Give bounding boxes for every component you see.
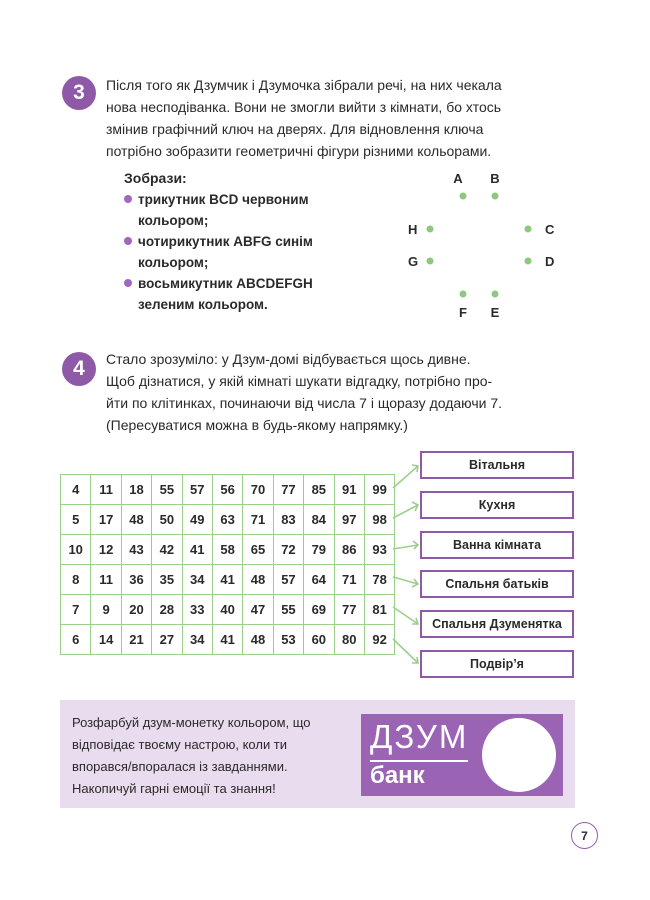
grid-cell[interactable]: 50 [152, 505, 182, 535]
task-3-line: Після того як Дзумчик і Дзумочка зібрали речі, на них чекала [106, 77, 502, 93]
grid-cell[interactable]: 97 [334, 505, 364, 535]
draw-item [120, 273, 360, 315]
point-c[interactable] [525, 226, 532, 233]
grid-cell[interactable]: 9 [91, 595, 121, 625]
point-label-h: H [408, 222, 418, 237]
grid-cell[interactable]: 65 [243, 535, 273, 565]
logo-big-text: ДЗУМ [370, 718, 469, 755]
bank-line-text: Розфарбуй дзум-монетку кольором, що [72, 715, 311, 730]
point-label-a: A [453, 171, 463, 186]
room-option[interactable]: Ванна кімната [420, 531, 574, 559]
grid-cell[interactable]: 8 [61, 565, 91, 595]
grid-cell[interactable]: 58 [212, 535, 242, 565]
grid-row [61, 625, 395, 655]
grid-cell[interactable]: 78 [364, 565, 394, 595]
bank-line-text: Накопичуй гарні емоції та знання! [72, 781, 276, 796]
arrow-icon [393, 466, 418, 488]
grid-cell[interactable]: 57 [182, 475, 212, 505]
arrow-icon [393, 505, 418, 518]
grid-cell[interactable]: 17 [91, 505, 121, 535]
grid-row [61, 565, 395, 595]
grid-cell[interactable]: 57 [273, 565, 303, 595]
grid-cell[interactable]: 72 [273, 535, 303, 565]
grid-cell[interactable]: 28 [152, 595, 182, 625]
grid-cell[interactable]: 34 [182, 625, 212, 655]
grid-row [61, 535, 395, 565]
task-3-text [106, 74, 574, 162]
grid-cell[interactable]: 55 [152, 475, 182, 505]
grid-row [61, 475, 395, 505]
grid-cell[interactable]: 81 [364, 595, 394, 625]
grid-cell[interactable]: 20 [121, 595, 151, 625]
grid-cell[interactable]: 86 [334, 535, 364, 565]
grid-cell[interactable]: 80 [334, 625, 364, 655]
grid-cell[interactable]: 85 [304, 475, 334, 505]
grid-cell[interactable]: 99 [364, 475, 394, 505]
room-option[interactable]: Подвір’я [420, 650, 574, 678]
grid-cell[interactable]: 7 [61, 595, 91, 625]
grid-cell[interactable]: 47 [243, 595, 273, 625]
grid-cell[interactable]: 43 [121, 535, 151, 565]
grid-cell[interactable]: 12 [91, 535, 121, 565]
room-option[interactable]: Вітальня [420, 451, 574, 479]
draw-item-text: восьмикутник ABCDEFGH зеленим кольором. [138, 276, 313, 312]
grid-cell[interactable]: 11 [91, 475, 121, 505]
grid-cell[interactable]: 49 [182, 505, 212, 535]
grid-cell[interactable]: 4 [61, 475, 91, 505]
grid-cell[interactable]: 18 [121, 475, 151, 505]
grid-cell[interactable]: 56 [212, 475, 242, 505]
grid-cell[interactable]: 33 [182, 595, 212, 625]
bullet-icon [124, 279, 132, 287]
arrow-icon [393, 607, 418, 624]
grid-cell[interactable]: 41 [212, 565, 242, 595]
page-number: 7 [571, 822, 598, 849]
bank-panel [60, 700, 575, 808]
bank-line-text: впорався/впоралася із завданнями. [72, 759, 288, 774]
grid-cell[interactable]: 40 [212, 595, 242, 625]
grid-row [61, 505, 395, 535]
task-3-line: нова несподіванка. Вони не змогли вийти з кімнати, бо хтось [106, 99, 502, 115]
room-option[interactable]: Кухня [420, 491, 574, 519]
task-3-line: потрібно зобразити геометричні фігури різними кольорами. [106, 143, 492, 159]
grid-cell[interactable]: 60 [304, 625, 334, 655]
grid-cell[interactable]: 41 [182, 535, 212, 565]
grid-cell[interactable]: 53 [273, 625, 303, 655]
grid-cell[interactable]: 98 [364, 505, 394, 535]
point-e[interactable] [492, 291, 499, 298]
grid-cell[interactable]: 79 [304, 535, 334, 565]
grid-cell[interactable]: 71 [334, 565, 364, 595]
grid-cell[interactable]: 84 [304, 505, 334, 535]
task-3-line: змінив графічний ключ на дверях. Для відновлення ключа [106, 121, 484, 137]
room-option[interactable]: Спальня Дзуменятка [420, 610, 574, 638]
coin-to-color[interactable] [482, 718, 556, 792]
draw-instructions [120, 168, 360, 315]
point-f[interactable] [460, 291, 467, 298]
grid-cell[interactable]: 27 [152, 625, 182, 655]
grid-cell[interactable]: 91 [334, 475, 364, 505]
grid-cell[interactable]: 21 [121, 625, 151, 655]
point-label-b: B [490, 171, 500, 186]
draw-item-text: чотирикутник ABFG синім кольором; [138, 234, 313, 270]
dzum-bank-logo [361, 714, 563, 796]
grid-cell[interactable]: 69 [304, 595, 334, 625]
grid-cell[interactable]: 41 [212, 625, 242, 655]
task-4-text [106, 348, 574, 436]
grid-cell[interactable]: 6 [61, 625, 91, 655]
grid-cell[interactable]: 48 [121, 505, 151, 535]
draw-item-text: трикутник BCD червоним кольором; [138, 192, 309, 228]
point-b[interactable] [492, 193, 499, 200]
number-grid [60, 474, 395, 655]
point-label-f: F [459, 305, 467, 320]
point-g[interactable] [427, 258, 434, 265]
bullet-icon [124, 237, 132, 245]
room-option[interactable]: Спальня батьків [420, 570, 574, 598]
task-4-badge: 4 [62, 352, 96, 386]
point-label-d: D [545, 254, 555, 269]
grid-cell[interactable]: 34 [182, 565, 212, 595]
grid-cell[interactable]: 71 [243, 505, 273, 535]
grid-cell[interactable]: 93 [364, 535, 394, 565]
grid-row [61, 595, 395, 625]
grid-cell[interactable]: 48 [243, 625, 273, 655]
point-h[interactable] [427, 226, 434, 233]
task-4-line: (Пересуватися можна в будь-якому напрямку.) [106, 417, 408, 433]
grid-cell[interactable]: 11 [91, 565, 121, 595]
grid-cell[interactable]: 14 [91, 625, 121, 655]
grid-cell[interactable]: 70 [243, 475, 273, 505]
bank-text [72, 712, 350, 800]
grid-cell[interactable]: 64 [304, 565, 334, 595]
task-4-line: Стало зрозуміло: у Дзум-домі відбувається щось дивне. [106, 351, 471, 367]
task-3-badge: 3 [62, 76, 96, 110]
point-label-c: C [545, 222, 555, 237]
grid-cell[interactable]: 36 [121, 565, 151, 595]
point-d[interactable] [525, 258, 532, 265]
bullet-icon [124, 195, 132, 203]
task-4-line: йти по клітинках, починаючи від числа 7 і щоразу додаючи 7. [106, 395, 503, 411]
draw-title: Зобрази: [124, 170, 187, 186]
draw-item [120, 189, 360, 231]
grid-cell[interactable]: 77 [334, 595, 364, 625]
logo-small-text: банк [370, 762, 425, 789]
grid-cell[interactable]: 77 [273, 475, 303, 505]
grid-cell[interactable]: 42 [152, 535, 182, 565]
arrow-icon [393, 639, 418, 663]
point-label-g: G [408, 254, 419, 269]
grid-cell[interactable]: 92 [364, 625, 394, 655]
point-a[interactable] [460, 193, 467, 200]
draw-item [120, 231, 360, 273]
task-4-line: Щоб дізнатися, у якій кімнаті шукати відгадку, потрібно про- [106, 373, 493, 389]
point-diagram[interactable] [395, 165, 575, 325]
grid-cell[interactable]: 55 [273, 595, 303, 625]
bank-line-text: відповідає твоєму настрою, коли ти [72, 737, 288, 752]
point-label-e: E [490, 305, 500, 320]
grid-cell[interactable]: 63 [212, 505, 242, 535]
grid-cell[interactable]: 10 [61, 535, 91, 565]
grid-cell[interactable]: 35 [152, 565, 182, 595]
grid-cell[interactable]: 5 [61, 505, 91, 535]
grid-cell[interactable]: 83 [273, 505, 303, 535]
grid-cell[interactable]: 48 [243, 565, 273, 595]
